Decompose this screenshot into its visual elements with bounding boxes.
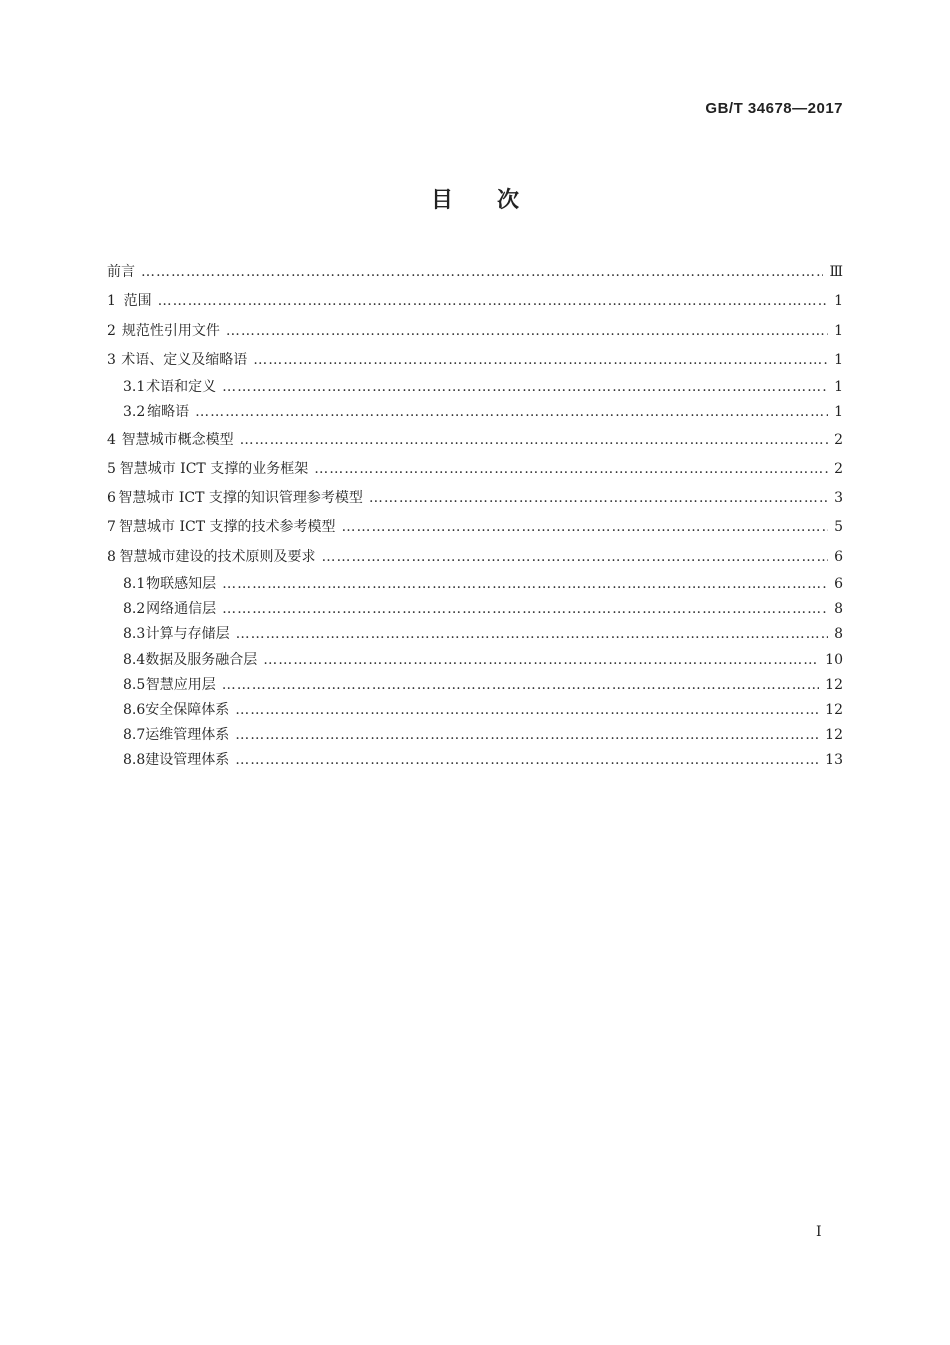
toc-leader-dots [222,572,828,597]
toc-entry-page: Ⅲ [829,264,843,280]
toc-entry-page: 10 [825,651,843,668]
title-char-1: 目 [430,187,453,213]
toc-entry-page: 8 [834,601,843,618]
toc-leader-dots [226,317,828,346]
toc-entry-label: 网络通信层 [146,601,217,618]
toc-leader-dots [235,748,819,773]
toc-leader-dots [222,375,828,400]
toc-entry-number: 1 [107,293,116,310]
toc-entry-number: 8 [107,548,116,565]
toc-entry-label: 前言 [107,264,135,280]
toc-entry[interactable] [107,748,843,773]
toc-entry-page: 1 [834,404,843,421]
toc-entry-number: 8.5 [123,676,146,693]
toc-entry[interactable] [107,484,843,513]
toc-leader-dots [158,287,828,316]
toc-entry-page: 5 [834,519,843,536]
toc-entry-number: 8.3 [123,626,146,643]
toc-entry[interactable] [107,597,843,622]
toc-leader-dots [195,400,828,425]
toc-entry-number: 6 [107,490,116,507]
toc-entry-label: 术语和定义 [146,379,217,396]
toc-entry-label: 智慧城市概念模型 [121,431,234,448]
toc-leader-dots [235,723,819,748]
toc-entry-label: 术语、定义及缩略语 [121,351,248,368]
toc-entry[interactable] [107,513,843,542]
toc-leader-dots [141,258,823,287]
toc-entry-number: 3 [107,351,116,368]
standard-code: GB/T 34678—2017 [705,100,843,117]
page-title [0,183,950,214]
toc-entry-label: 智慧城市 ICT 支撑的业务框架 [119,460,309,477]
toc-entry-page: 3 [834,490,843,507]
toc-entry-page: 2 [834,460,843,477]
toc-entry-label: 运维管理体系 [145,727,230,744]
toc-entry-page: 8 [834,626,843,643]
toc-entry-number: 8.4 [123,651,146,668]
toc-entry-label: 物联感知层 [146,576,217,593]
toc-entry-label: 智慧应用层 [145,676,216,693]
toc-entry-number: 8.6 [123,701,146,718]
toc-entry[interactable] [107,673,843,698]
toc-entry[interactable] [107,375,843,400]
toc-entry[interactable] [107,698,843,723]
toc-entry[interactable] [107,258,843,287]
toc-entry[interactable] [107,572,843,597]
toc-entry-label: 数据及服务融合层 [145,651,258,668]
toc-leader-dots [322,543,829,572]
toc-entry[interactable] [107,400,843,425]
toc-entry[interactable] [107,317,843,346]
toc-entry-number: 4 [107,431,116,448]
toc-leader-dots [263,648,819,673]
toc-entry[interactable] [107,455,843,484]
toc-leader-dots [222,597,828,622]
toc-entry-page: 6 [834,576,843,593]
toc-entry-label: 建设管理体系 [145,752,230,769]
toc-leader-dots [235,698,819,723]
toc-entry-number: 8.2 [123,601,146,618]
toc-entry-label: 安全保障体系 [145,701,230,718]
toc-entry[interactable] [107,346,843,375]
toc-entry-page: 12 [825,676,843,693]
toc-entry-number: 3.2 [123,404,146,421]
toc-leader-dots [342,513,829,542]
toc-entry-page: 2 [834,431,843,448]
toc-leader-dots [369,484,828,513]
toc-entry-number: 7 [107,519,116,536]
toc-entry-page: 12 [825,727,843,744]
toc-entry-page: 1 [834,379,843,396]
toc-leader-dots [314,455,828,484]
toc-leader-dots [236,622,829,647]
toc-entry[interactable] [107,648,843,673]
toc-entry-number: 8.8 [123,752,146,769]
toc-entry[interactable] [107,543,843,572]
toc-entry-number: 5 [107,460,116,477]
toc-entry-label: 范围 [123,293,152,310]
toc-entry[interactable] [107,287,843,316]
toc-entry-label: 缩略语 [147,404,190,421]
toc-entry-page: 1 [834,293,843,310]
toc-entry-number: 2 [107,322,116,339]
toc-entry[interactable] [107,622,843,647]
toc-entry[interactable] [107,723,843,748]
toc-entry-label: 智慧城市 ICT 支撑的知识管理参考模型 [118,490,363,507]
page-number: Ⅰ [816,1224,822,1240]
toc-entry-label: 智慧城市建设的技术原则及要求 [119,548,316,565]
toc-entry-page: 6 [834,548,843,565]
toc-leader-dots [222,673,819,698]
toc-entry-page: 12 [825,701,843,718]
toc-entry[interactable] [107,426,843,455]
title-char-2: 次 [497,187,520,213]
toc-entry-page: 1 [834,322,843,339]
toc-entry-label: 规范性引用文件 [121,322,220,339]
toc-entry-number: 8.7 [123,727,146,744]
toc-leader-dots [240,426,829,455]
toc-entry-page: 1 [834,351,843,368]
table-of-contents [107,258,843,774]
toc-leader-dots [253,346,828,375]
toc-entry-label: 智慧城市 ICT 支撑的技术参考模型 [119,519,336,536]
toc-entry-number: 3.1 [123,379,146,396]
toc-entry-number: 8.1 [123,576,146,593]
toc-entry-label: 计算与存储层 [145,626,230,643]
toc-entry-page: 13 [825,752,843,769]
